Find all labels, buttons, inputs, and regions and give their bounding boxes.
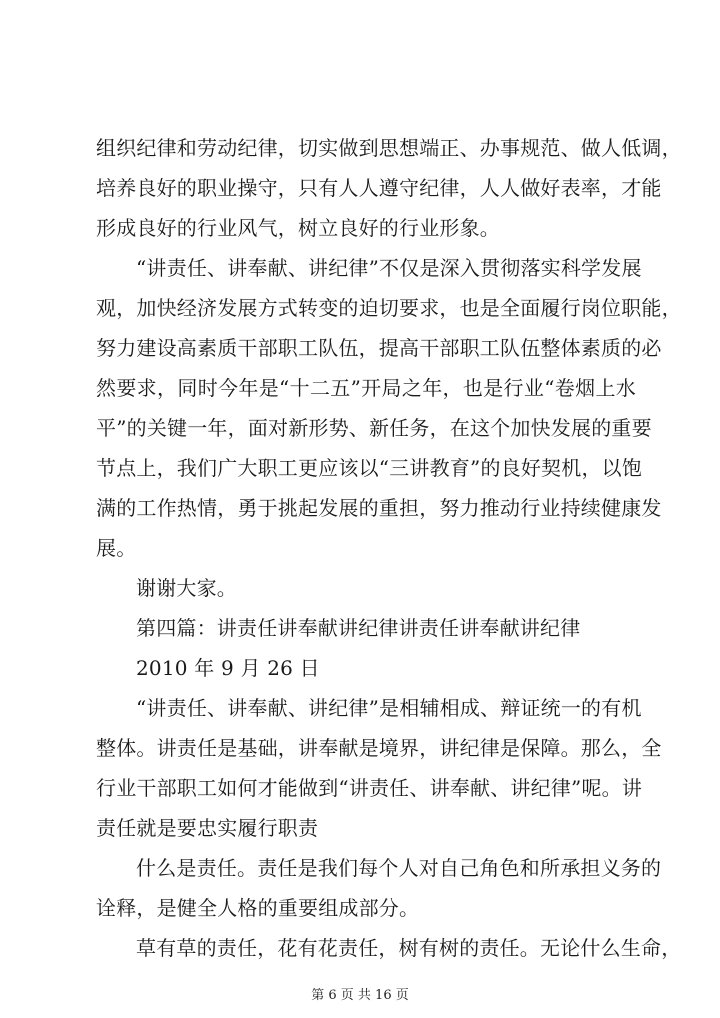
text-line: “讲责任、讲奉献、讲纪律”是相辅相成、辩证统一的有机 [136,696,642,720]
section-heading: 第四篇：讲责任讲奉献讲纪律讲责任讲奉献讲纪律 [136,616,581,640]
text-line: 责任就是要忠实履行职责 [96,816,319,840]
text-line: 诠释，是健全人格的重要组成部分。 [96,896,420,920]
text-line: 行业干部职工如何才能做到“讲责任、讲奉献、讲纪律”呢。讲 [96,776,643,800]
text-line: 整体。讲责任是基础，讲奉献是境界，讲纪律是保障。那么，全 [96,736,662,760]
text-line: 观，加快经济发展方式转变的迫切要求，也是全面履行岗位职能， [96,296,682,320]
text-line: “讲责任、讲奉献、讲纪律”不仅是深入贯彻落实科学发展 [136,256,642,280]
text-line: 谢谢大家。 [136,576,237,600]
text-line: 努力建设高素质干部职工队伍，提高干部职工队伍整体素质的必 [96,336,662,360]
date-line: 2010 年 9 月 26 日 [136,656,320,680]
text-line: 草有草的责任，花有花责任，树有树的责任。无论什么生命， [136,936,682,960]
text-line: 形成良好的行业风气，树立良好的行业形象。 [96,216,500,240]
text-line: 然要求，同时今年是“十二五”开局之年，也是行业“卷烟上水 [96,376,636,400]
page-number-footer: 第 6 页 共 16 页 [311,988,409,1003]
text-line: 展。 [96,536,137,560]
text-line: 满的工作热情，勇于挑起发展的重担，努力推动行业持续健康发 [96,496,662,520]
text-line: 培养良好的职业操守，只有人人遵守纪律，人人做好表率，才能 [96,176,662,200]
text-line: 什么是责任。责任是我们每个人对自己角色和所承担义务的 [136,856,662,880]
text-line: 平”的关键一年，面对新形势、新任务，在这个加快发展的重要 [96,416,652,440]
text-line: 组织纪律和劳动纪律，切实做到思想端正、办事规范、做人低调， [96,136,682,160]
text-line: 节点上，我们广大职工更应该以“三讲教育”的良好契机，以饱 [96,456,643,480]
